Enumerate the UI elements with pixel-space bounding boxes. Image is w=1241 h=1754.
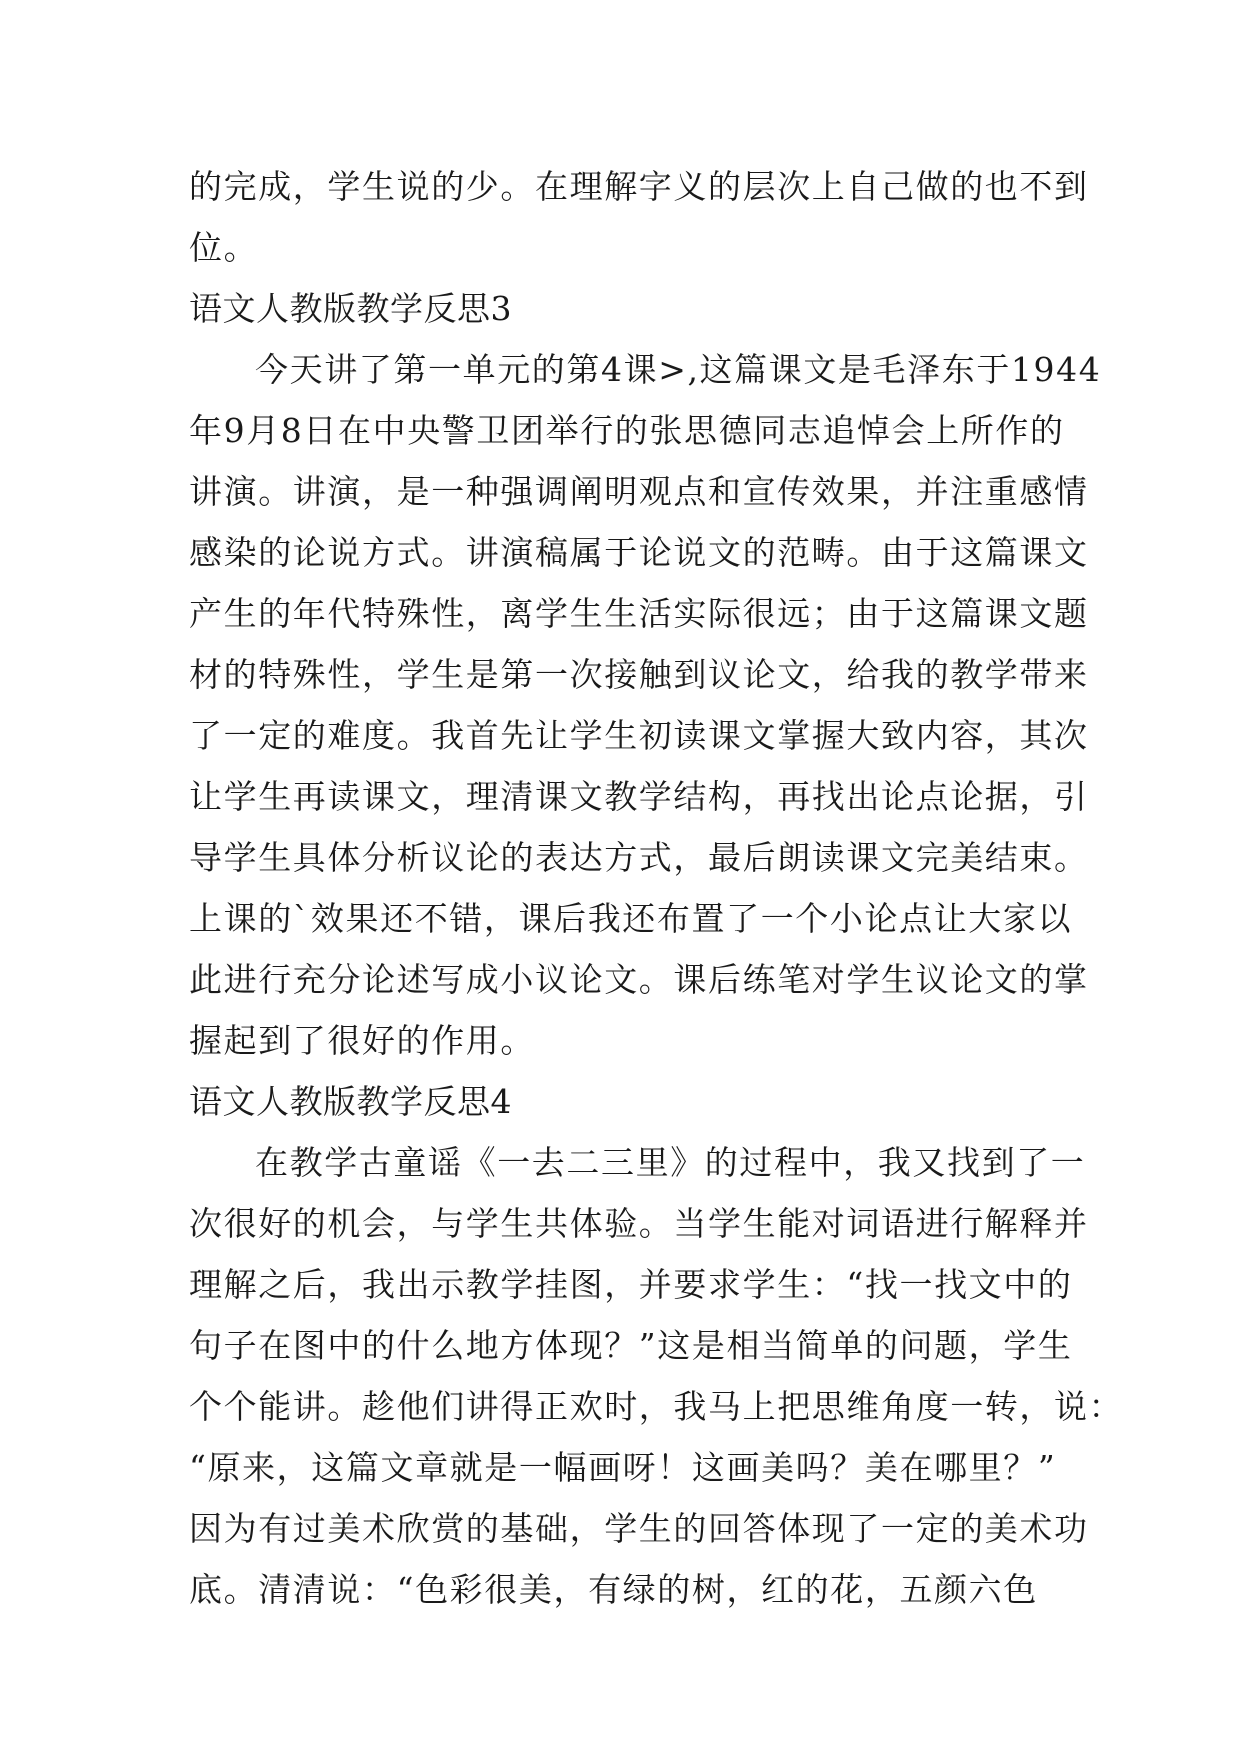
- paragraph-line: 个个能讲。趁他们讲得正欢时，我马上把思维角度一转，说：: [189, 1387, 1124, 1426]
- paragraph-line: 在教学古童谣《一去二三里》的过程中，我又找到了一: [255, 1143, 1086, 1182]
- paragraph-line: 了一定的难度。我首先让学生初读课文掌握大致内容，其次: [189, 716, 1089, 755]
- paragraph-line: 感染的论说方式。讲演稿属于论说文的范畴。由于这篇课文: [189, 533, 1089, 572]
- section-heading: 语文人教版教学反思4: [189, 1082, 512, 1121]
- paragraph-line: 握起到了很好的作用。: [189, 1021, 535, 1060]
- paragraph-line: “原来，这篇文章就是一幅画呀！这画美吗？美在哪里？”: [189, 1448, 1057, 1487]
- paragraph-line: 的完成，学生说的少。在理解字义的层次上自己做的也不到: [189, 167, 1089, 206]
- paragraph-line: 位。: [189, 228, 259, 267]
- paragraph-line: 产生的年代特殊性，离学生生活实际很远；由于这篇课文题: [189, 594, 1089, 633]
- paragraph-line: 讲演。讲演，是一种强调阐明观点和宣传效果，并注重感情: [189, 472, 1089, 511]
- paragraph-line: 上课的`效果还不错，课后我还布置了一个小论点让大家以: [189, 899, 1073, 938]
- paragraph-line: 材的特殊性，学生是第一次接触到议论文，给我的教学带来: [189, 655, 1089, 694]
- paragraph-line: 理解之后，我出示教学挂图，并要求学生：“找一找文中的: [189, 1265, 1073, 1304]
- paragraph-line: 今天讲了第一单元的第4课>,这篇课文是毛泽东于1944: [255, 350, 1102, 389]
- paragraph-line: 次很好的机会，与学生共体验。当学生能对词语进行解释并: [189, 1204, 1089, 1243]
- document-page: [189, 156, 1124, 1620]
- paragraph-line: 年9月8日在中央警卫团举行的张思德同志追悼会上所作的: [189, 411, 1065, 450]
- paragraph-line: 句子在图中的什么地方体现？”这是相当简单的问题，学生: [189, 1326, 1073, 1365]
- paragraph-line: 底。清清说：“色彩很美，有绿的树，红的花，五颜六色: [189, 1570, 1038, 1609]
- paragraph-line: 让学生再读课文，理清课文教学结构，再找出论点论据，引: [189, 777, 1089, 816]
- paragraph-line: 导学生具体分析议论的表达方式，最后朗读课文完美结束。: [189, 838, 1089, 877]
- paragraph-line: 因为有过美术欣赏的基础，学生的回答体现了一定的美术功: [189, 1509, 1089, 1548]
- section-heading: 语文人教版教学反思3: [189, 289, 512, 328]
- paragraph-line: 此进行充分论述写成小议论文。课后练笔对学生议论文的掌: [189, 960, 1089, 999]
